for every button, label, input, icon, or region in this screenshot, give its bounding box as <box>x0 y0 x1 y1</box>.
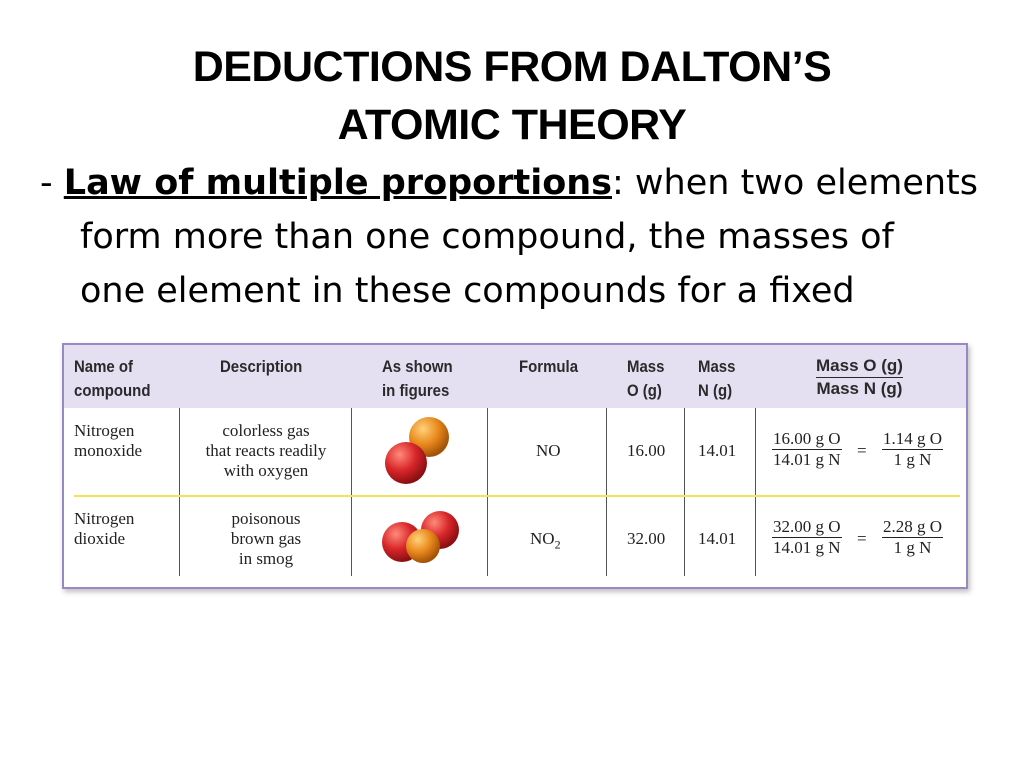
row-1-ratio: $\frac{\text{16.00 g O}}{\text{14.01 g N}}$ <box>773 429 841 469</box>
row-1-name: Nitrogen monoxide <box>74 421 142 460</box>
row-1-mass-n: 14.01 <box>698 441 737 460</box>
row-1-equals: = <box>857 441 867 460</box>
row-2-name: Nitrogen dioxide <box>74 509 135 548</box>
bullet-line-1-rest: when two elements <box>623 163 979 203</box>
header-mass-o: Mass O (g) <box>627 357 665 400</box>
row-1-formula: NO <box>536 441 561 460</box>
column-divider <box>351 408 352 576</box>
row-2-description: poisonous brown gas in smog <box>230 509 302 568</box>
header-as-shown: As shown in figures <box>382 357 453 400</box>
header-description: Description <box>220 357 303 376</box>
no-molecule-model-icon <box>382 413 456 487</box>
row-2-mass-n: 14.01 <box>698 529 737 548</box>
row-separator <box>74 495 960 497</box>
bullet-term: Law of multiple proportions <box>63 163 612 203</box>
bullet-colon: : <box>612 163 624 203</box>
row-2-equals: = <box>857 529 867 548</box>
row-1-description: colorless gas that reacts readily with oxygen <box>205 421 327 480</box>
row-1-mass-o: 16.00 <box>627 441 666 460</box>
bullet-line-2: form more than one compound, the masses of <box>80 217 894 257</box>
slide-title <box>0 38 1024 154</box>
bullet-law-of-multiple-proportions <box>40 156 990 318</box>
header-mass-n: Mass N (g) <box>698 357 736 400</box>
row-2-mass-o: 32.00 <box>627 529 666 548</box>
no2-molecule-model-icon <box>380 508 464 570</box>
row-1-result: $\frac{\text{1.14 g O}}{\text{1 g N}}$ <box>883 429 943 469</box>
bullet-dash: - <box>40 163 64 203</box>
column-divider <box>684 408 685 576</box>
column-divider <box>179 408 180 576</box>
column-divider <box>755 408 756 576</box>
header-name-of-compound: Name of compound <box>74 357 151 400</box>
compounds-table <box>62 343 968 589</box>
row-2-formula: $NO_2$ <box>530 529 561 552</box>
header-mass-ratio: Mass O (g) Mass N (g) <box>816 356 903 398</box>
title-line-1: DEDUCTIONS FROM DALTON’S <box>192 43 832 91</box>
row-2-result: $\frac{\text{2.28 g O}}{\text{1 g N}}$ <box>883 517 943 557</box>
bullet-line-3: one element in these compounds for a fixed <box>80 271 855 311</box>
row-2-ratio: $\frac{\text{32.00 g O}}{\text{14.01 g N}}$ <box>773 517 841 557</box>
header-formula: Formula <box>519 357 579 376</box>
column-divider <box>606 408 607 576</box>
column-divider <box>487 408 488 576</box>
title-line-2: ATOMIC THEORY <box>337 101 687 149</box>
